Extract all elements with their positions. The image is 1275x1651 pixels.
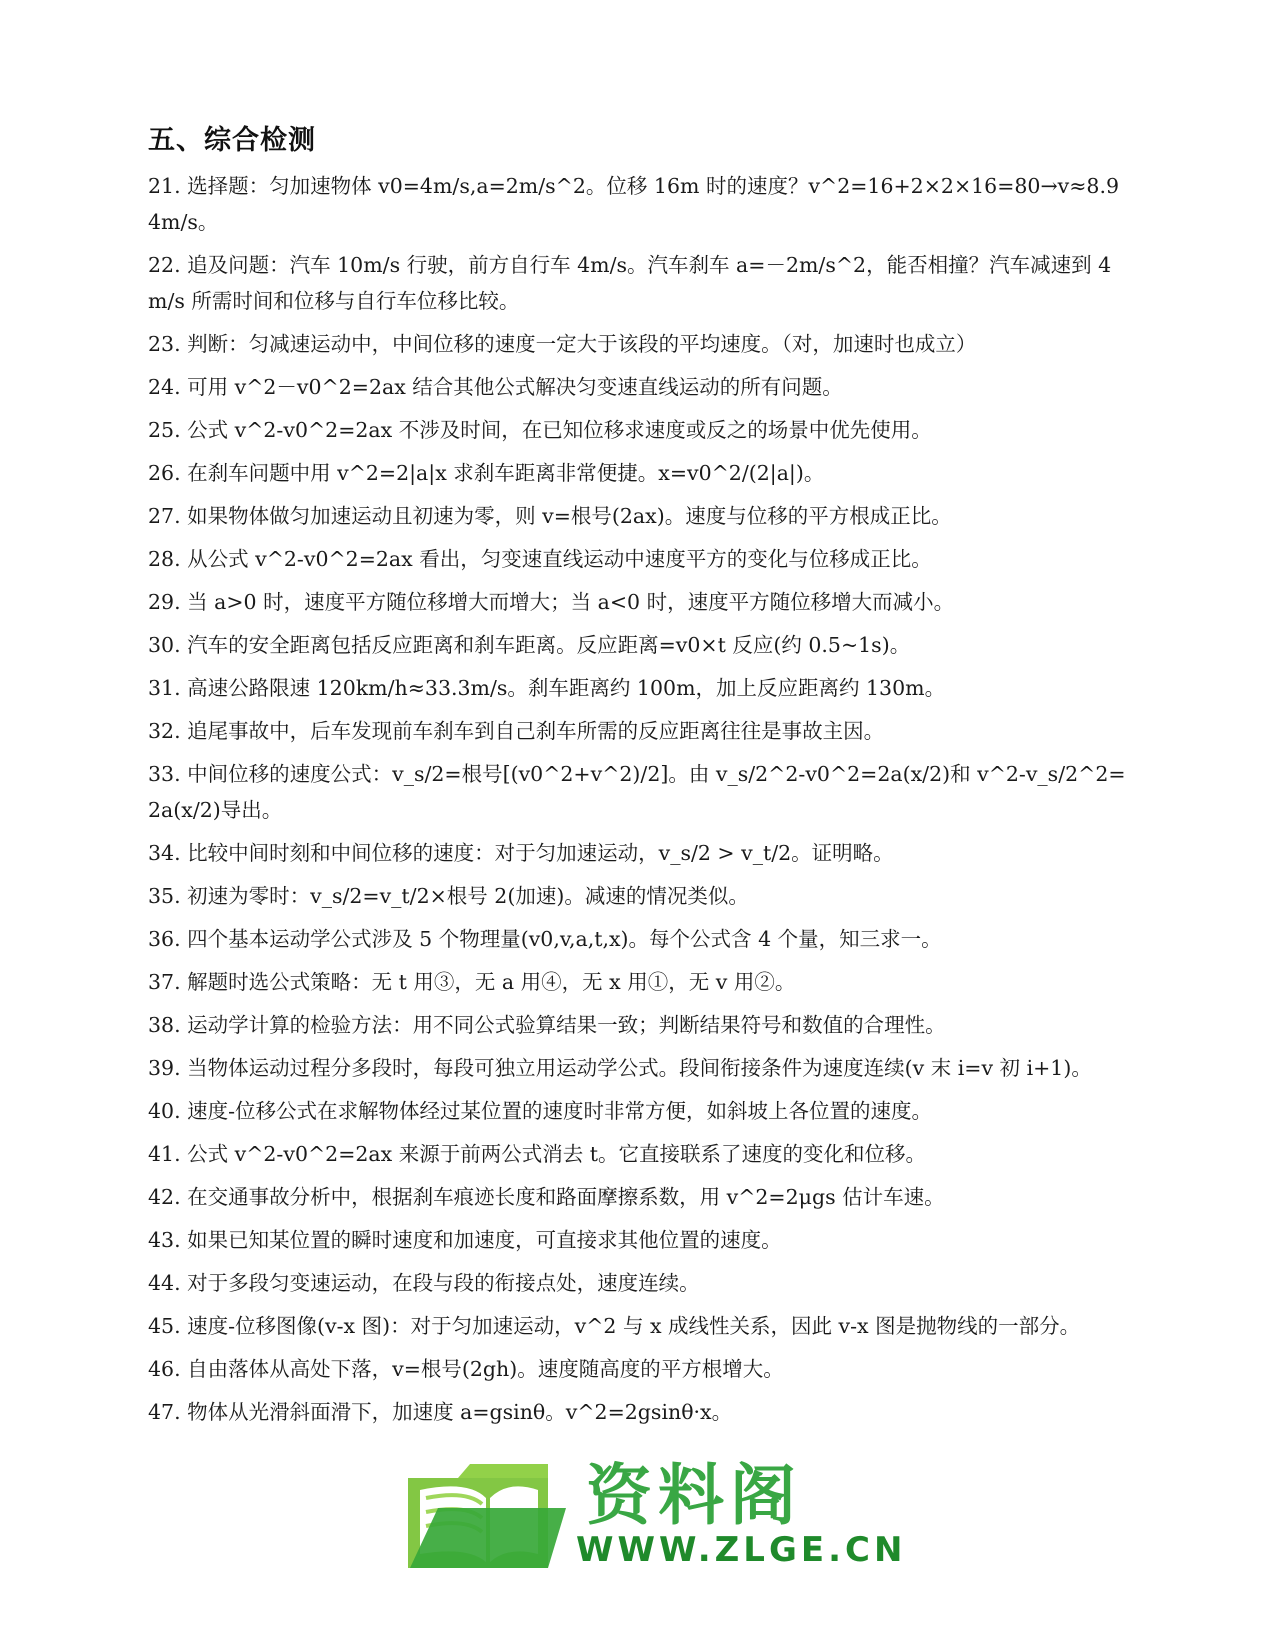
list-item: 27. 如果物体做匀加速运动且初速为零，则 v=根号(2ax)。速度与位移的平方根成正比。 bbox=[148, 504, 952, 528]
list-item: 38. 运动学计算的检验方法：用不同公式验算结果一致；判断结果符号和数值的合理性。 bbox=[148, 1013, 946, 1037]
list-item: 39. 当物体运动过程分多段时，每段可独立用运动学公式。段间衔接条件为速度连续(v 末 i=v 初 i+1)。 bbox=[148, 1056, 1092, 1080]
watermark-logo bbox=[398, 1438, 907, 1588]
list-item: 47. 物体从光滑斜面滑下，加速度 a=gsinθ。v^2=2gsinθ·x。 bbox=[148, 1400, 733, 1424]
list-item: 21. 选择题：匀加速物体 v0=4m/s,a=2m/s^2。位移 16m 时的速度？v^2=16+2×2×16=80→v≈8.94m/s。 bbox=[148, 174, 1120, 234]
book-folder-icon bbox=[398, 1438, 588, 1588]
list-item: 25. 公式 v^2-v0^2=2ax 不涉及时间，在已知位移求速度或反之的场景中优先使用。 bbox=[148, 418, 932, 442]
list-item: 44. 对于多段匀变速运动，在段与段的衔接点处，速度连续。 bbox=[148, 1271, 700, 1295]
list-item: 42. 在交通事故分析中，根据刹车痕迹长度和路面摩擦系数，用 v^2=2μgs 估计车速。 bbox=[148, 1185, 945, 1209]
list-item: 31. 高速公路限速 120km/h≈33.3m/s。刹车距离约 100m，加上反应距离约 130m。 bbox=[148, 676, 946, 700]
list-item: 43. 如果已知某位置的瞬时速度和加速度，可直接求其他位置的速度。 bbox=[148, 1228, 782, 1252]
list-item: 46. 自由落体从高处下落，v=根号(2gh)。速度随高度的平方根增大。 bbox=[148, 1357, 784, 1381]
list-item: 40. 速度-位移公式在求解物体经过某位置的速度时非常方便，如斜坡上各位置的速度。 bbox=[148, 1099, 933, 1123]
list-item: 24. 可用 v^2－v0^2=2ax 结合其他公式解决匀变速直线运动的所有问题。 bbox=[148, 375, 843, 399]
list-item: 45. 速度-位移图像(v-x 图)：对于匀加速运动，v^2 与 x 成线性关系，因此 v-x 图是抛物线的一部分。 bbox=[148, 1314, 1081, 1338]
list-item: 34. 比较中间时刻和中间位移的速度：对于匀加速运动，v_s/2 > v_t/2。证明略。 bbox=[148, 841, 894, 865]
list-item: 33. 中间位移的速度公式：v_s/2=根号[(v0^2+v^2)/2]。由 v_s/2^2-v0^2=2a(x/2)和 v^2-v_s/2^2=2a(x/2)导出。 bbox=[148, 762, 1126, 822]
section-title: 五、综合检测 bbox=[148, 125, 316, 156]
list-item: 23. 判断：匀减速运动中，中间位移的速度一定大于该段的平均速度。（对，加速时也成立） bbox=[148, 332, 977, 356]
list-item: 32. 追尾事故中，后车发现前车刹车到自己刹车所需的反应距离往往是事故主因。 bbox=[148, 719, 885, 743]
list-item: 22. 追及问题：汽车 10m/s 行驶，前方自行车 4m/s。汽车刹车 a=－2m/s^2，能否相撞？汽车减速到 4m/s 所需时间和位移与自行车位移比较。 bbox=[148, 253, 1112, 313]
list-item: 36. 四个基本运动学公式涉及 5 个物理量(v0,v,a,t,x)。每个公式含 4 个量，知三求一。 bbox=[148, 927, 942, 951]
list-item: 30. 汽车的安全距离包括反应距离和刹车距离。反应距离=v0×t 反应(约 0.5~1s)。 bbox=[148, 633, 911, 657]
list-item: 35. 初速为零时：v_s/2=v_t/2×根号 2(加速)。减速的情况类似。 bbox=[148, 884, 749, 908]
list-item: 41. 公式 v^2-v0^2=2ax 来源于前两公式消去 t。它直接联系了速度的变化和位移。 bbox=[148, 1142, 926, 1166]
question-list bbox=[148, 168, 1128, 1437]
watermark-url: WWW.ZLGE.CN bbox=[576, 1530, 907, 1570]
list-item: 29. 当 a>0 时，速度平方随位移增大而增大；当 a<0 时，速度平方随位移增大而减小。 bbox=[148, 590, 955, 614]
list-item: 26. 在刹车问题中用 v^2=2|a|x 求刹车距离非常便捷。x=v0^2/(2|a|)。 bbox=[148, 461, 825, 485]
list-item: 28. 从公式 v^2-v0^2=2ax 看出，匀变速直线运动中速度平方的变化与位移成正比。 bbox=[148, 547, 932, 571]
list-item: 37. 解题时选公式策略：无 t 用③，无 a 用④，无 x 用①，无 v 用②。 bbox=[148, 970, 796, 994]
watermark-text: 资料阁 bbox=[586, 1457, 802, 1534]
